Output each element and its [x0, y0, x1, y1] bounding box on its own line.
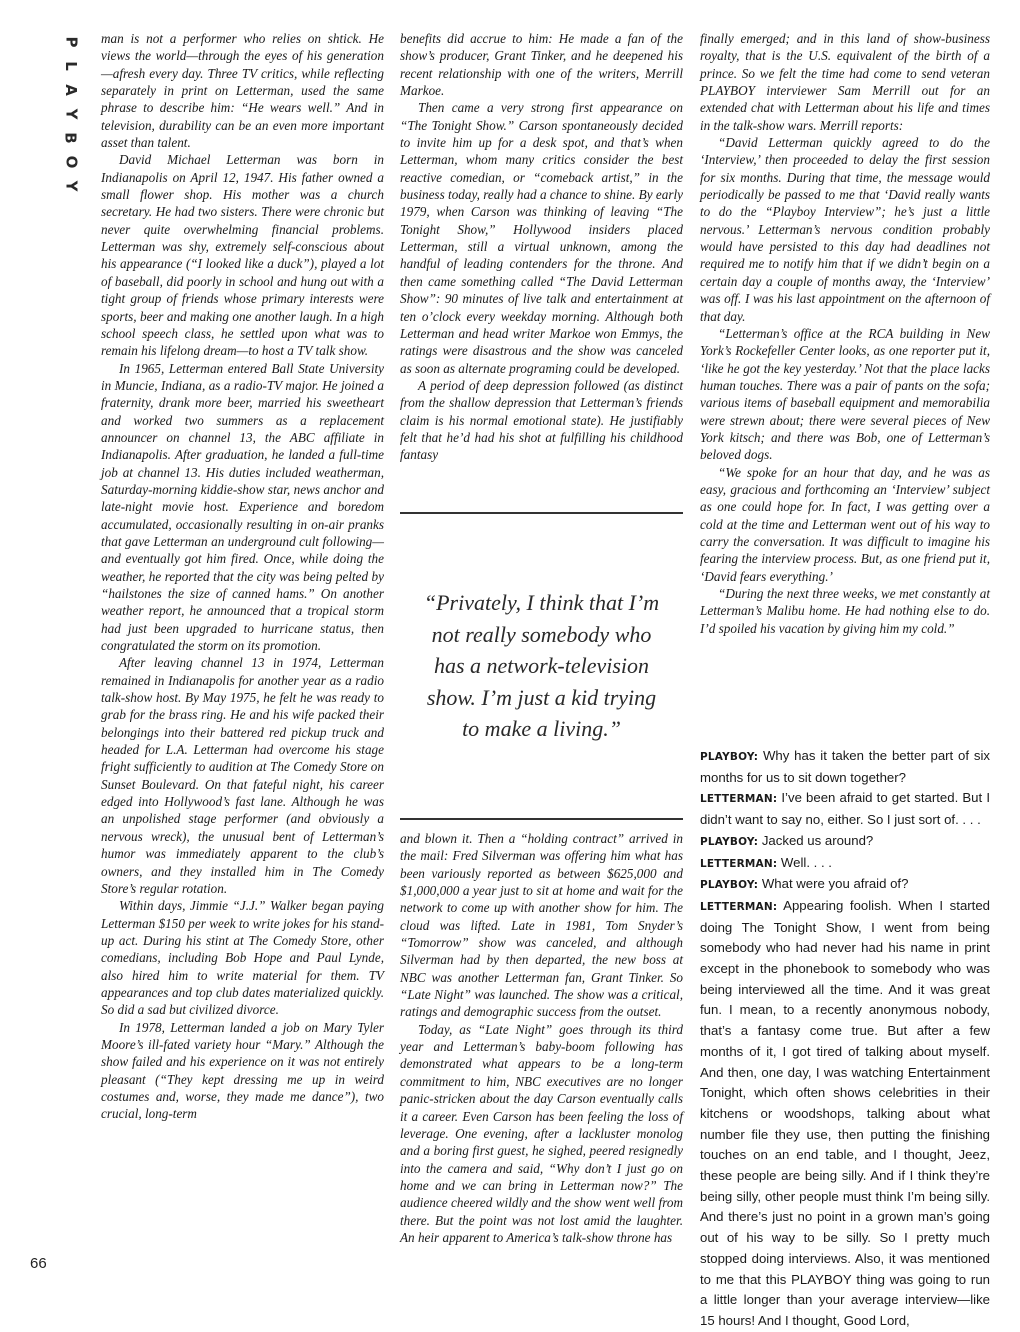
- paragraph: “During the next three weeks, we met constantly at Letterman’s Malibu home. He had nothing else to do. I’d spoiled his vacation by giving him my cold.”: [700, 586, 990, 636]
- paragraph: man is not a performer who relies on shtick. He views the world—through the eyes of his generation—afresh every day. Three TV critics, while reflecting separately in print on Letterman, used the same phrase to describe him: “He wears well.” And in television, durability can be an even more important asset than talent.: [101, 31, 384, 151]
- paragraph: “David Letterman quickly agreed to do the ‘Interview,’ then proceeded to delay the first session for six months. During that time, the message would periodically be passed to me that ‘David really wants to do the “Playboy Interview”; he’s just a little nervous.’ Letterman’s nervous condition probably would have persisted to this day had deadlines not required me to notify him that if we didn’t begin on a certain day a couple of months away, the ‘Interview’ was off. I was his last appointment on the afternoon of that day.: [700, 135, 990, 324]
- magazine-letter: B: [62, 132, 80, 144]
- article-column-1: [101, 30, 384, 1123]
- paragraph: benefits did accrue to him: He made a fan of the show’s producer, Grant Tinker, and he deepened his recent relationship with one of the writers, Merrill Markoe.: [400, 31, 683, 99]
- interview-text: Well. . . .: [780, 854, 832, 870]
- paragraph: After leaving channel 13 in 1974, Letterman remained in Indianapolis for another year as a radio talk-show host. By May 1975, he felt he was ready to grab for the brass ring. He and his wife packed their belongings into their battered red pickup truck and headed for L.A. Letterman had overcome his stage fright sufficiently to audition at The Comedy Store on Sunset Boulevard. On that fateful night, his career edged into Hollywood’s fast lane. Although he was an unpolished stage performer (and obviously a nervous wreck), the unusual bent of Letterman’s humor was immediately apparent to the club’s owners, and they installed him in The Comedy Store’s regular rotation.: [101, 655, 384, 896]
- speaker-label: LETTERMAN:: [700, 857, 778, 870]
- speaker-label: LETTERMAN:: [700, 900, 778, 913]
- interview-exchange: [700, 853, 990, 875]
- interview-exchange: [700, 831, 990, 853]
- page-number: 66: [30, 1255, 47, 1272]
- interview-exchange: [700, 746, 990, 788]
- magazine-name-vertical: [62, 30, 80, 198]
- paragraph: Then came a very strong first appearance on “The Tonight Show.” Carson spontaneously decided to invite him up for a desk spot, and that’s when Letterman, whom many critics consider the best reactive comedian, or “comeback artist,” in the business today, really had a chance to shine. By early 1979, when Carson was thinking of leaving “The Tonight Show,” Hollywood insiders placed Letterman, still a virtual unknown, among the handful of leading contenders for the throne. And then came something called “The David Letterman Show”: 90 minutes of live talk and entertainment at ten o’clock every weekday morning. Although both Letterman and head writer Markoe won Emmys, the ratings were disastrous and the show was canceled as soon as alternate programing could be developed.: [400, 100, 683, 376]
- paragraph: Within days, Jimmie “J.J.” Walker began paying Letterman $150 per week to write jokes for his stand-up act. During his stint at The Comedy Store, other comedians, including Bob Hope and Paul Lynde, also hired him to write material for them. TV appearances and top club dates materialized quickly. So did a sad but civilized divorce.: [101, 898, 384, 1018]
- article-column-3: [700, 30, 990, 637]
- speaker-label: PLAYBOY:: [700, 835, 759, 848]
- magazine-letter: P: [62, 36, 80, 48]
- magazine-letter: Y: [62, 108, 80, 120]
- paragraph: David Michael Letterman was born in Indianapolis on April 12, 1947. His father owned a small flower shop. His mother was a church secretary. He had two sisters. There were chronic but never quite overwhelming financial problems. Letterman was shy, extremely self-conscious about his appearance (“I looked like a duck”), played a lot of baseball, did poorly in school and hung out with a tight group of friends whose primary interests were sports, beer and making one another laugh. In a high school speech class, he settled upon what was to remain his lifelong dream—to host a TV talk show.: [101, 152, 384, 359]
- pull-quote-box: [400, 512, 683, 820]
- speaker-label: PLAYBOY:: [700, 751, 759, 763]
- paragraph: and blown it. Then a “holding contract” arrived in the mail: Fred Silverman was offering him what has been variously reported as between $625,000 and $1,000,000 a year just to sit at home and wait for the network to come up with another show for him. The cloud was lifted. Late in 1981, Tom Snyder’s “Tomorrow” show was canceled, and although Silverman had by then departed, the new boss at NBC was another Letterman fan, Grant Tinker. So “Late Night” was launched. The show was a critical, ratings and demographic success from the outset.: [400, 831, 683, 1020]
- interview-exchange: [700, 896, 990, 1332]
- paragraph: “Letterman’s office at the RCA building in New York’s Rockefeller Center looks, as one reporter put it, ‘like he got the key yesterday.’ Not that the place lacks human touches. There was a pair of pants on the sofa; various items of baseball equipment and memorabilia were strewn about; there were several pieces of New York kitsch; and there was Bob, one of Letterman’s beloved dogs.: [700, 325, 990, 463]
- magazine-letter: L: [62, 61, 80, 71]
- interview-exchange: [700, 788, 990, 830]
- interview-exchange: [700, 874, 990, 896]
- magazine-letter: O: [61, 155, 80, 169]
- paragraph: A period of deep depression followed (as distinct from the shallow depression that Letterman’s friends claim is his normal emotional state). He justifiably felt that he’d had his shot at fulfilling his childhood fantasy: [400, 377, 683, 463]
- pull-quote: “Privately, I think that I’m not really somebody who has a network-television show. I’m just a kid trying to make a living.”: [423, 590, 660, 742]
- magazine-letter: A: [61, 84, 80, 96]
- article-column-2-top: [400, 30, 683, 464]
- paragraph: “We spoke for an hour that day, and he was as easy, gracious and forthcoming an ‘Interview’ subject as one could hope for. In fact, I was getting over a cold at the time and Letterman went out of his way to carry the conversation. It was difficult to imagine his fearing the interview process. But, as one friend put it, ‘David fears everything.’: [700, 464, 990, 584]
- interview-text: Appearing foolish. When I started doing The Tonight Show, I went from being somebody who had never had his name in print except in the phonebook to somebody who was being interviewed all the time. And it was great fun. I mean, to a recently anonymous nobody, that’s a fantasy come true. But after a few months of it, I got tired of talking about myself. And then, one day, I was watching Entertainment Tonight, which often shows celebrities in their kitchens or woodshops, talking about what number file they use, then putting the finishing touches on an end table, and I thought, Jeez, these people are being silly. And if I think they’re being silly, other people must think I’m being silly. And there’s just no point in a grown man’s going out of his way to be silly. So I pretty much stopped doing interviews. Also, it was mentioned to me that this PLAYBOY thing was going to run a little longer than your average interview—like 15 hours! And I thought, Good Lord,: [700, 897, 990, 1328]
- interview-text: What were you afraid of?: [761, 876, 909, 892]
- interview-transcript: [700, 746, 990, 1332]
- speaker-label: PLAYBOY:: [700, 879, 759, 892]
- interview-text: Why has it taken the better part of six months for us to sit down together?: [700, 748, 990, 785]
- paragraph: In 1965, Letterman entered Ball State University in Muncie, Indiana, as a radio-TV major. He joined a fraternity, drank more beer, married his sweetheart and worked two summers as a replacement announcer on channel 13, the ABC affiliate in Indianapolis. After graduation, he landed a full-time job at channel 13. His duties included weatherman, Saturday-morning kiddie-show star, news anchor and late-night movie host. Experience and boredom accumulated, occasionally resulting in on-air pranks that gave Letterman an underground cult following—and eventually got him fired. Once, while doing the weather, he reported that the city was being pelted by “hailstones the size of canned hams.” On another weather report, he announced that a tropical storm had just been upgraded to hurricane status, then congratulated the storm on its promotion.: [101, 360, 384, 654]
- interview-text: Jacked us around?: [761, 832, 874, 848]
- article-column-2-bottom: [400, 830, 683, 1246]
- magazine-letter: Y: [62, 180, 80, 192]
- interview-text: I’ve been afraid to get started. But I didn’t want to say no, either. So I just sort of. . . .: [700, 790, 990, 828]
- speaker-label: LETTERMAN:: [700, 793, 778, 806]
- paragraph: In 1978, Letterman landed a job on Mary Tyler Moore’s ill-fated variety hour “Mary.” Although the show failed and his experience on it was not entirely pleasant (“They kept dressing me up in weird costumes and, worse, they made me dance”), two crucial, long-term: [101, 1019, 384, 1122]
- paragraph: finally emerged; and in this land of show-business royalty, that is the U.S. equivalent of the birth of a prince. So we felt the time had come to send veteran PLAYBOY interviewer Sam Merrill out for an extended chat with Letterman about his life and times in the talk-show wars. Merrill reports:: [700, 31, 990, 133]
- paragraph: Today, as “Late Night” goes through its third year and Letterman’s baby-boom following has demonstrated what appears to be a long-term commitment to him, NBC executives are no longer panic-stricken about the day Carson eventually calls it a career. Even Carson has been feeling the loss of leverage. One evening, after a lackluster monolog and a boring first guest, he sighed, peered resignedly into the camera and said, “Why don’t I just go on home and we can bring in Letterman now?” The audience cheered wildly and the show went well from there. But the point was not lost amid the laughter. An heir apparent to America’s talk-show throne has: [400, 1021, 683, 1245]
